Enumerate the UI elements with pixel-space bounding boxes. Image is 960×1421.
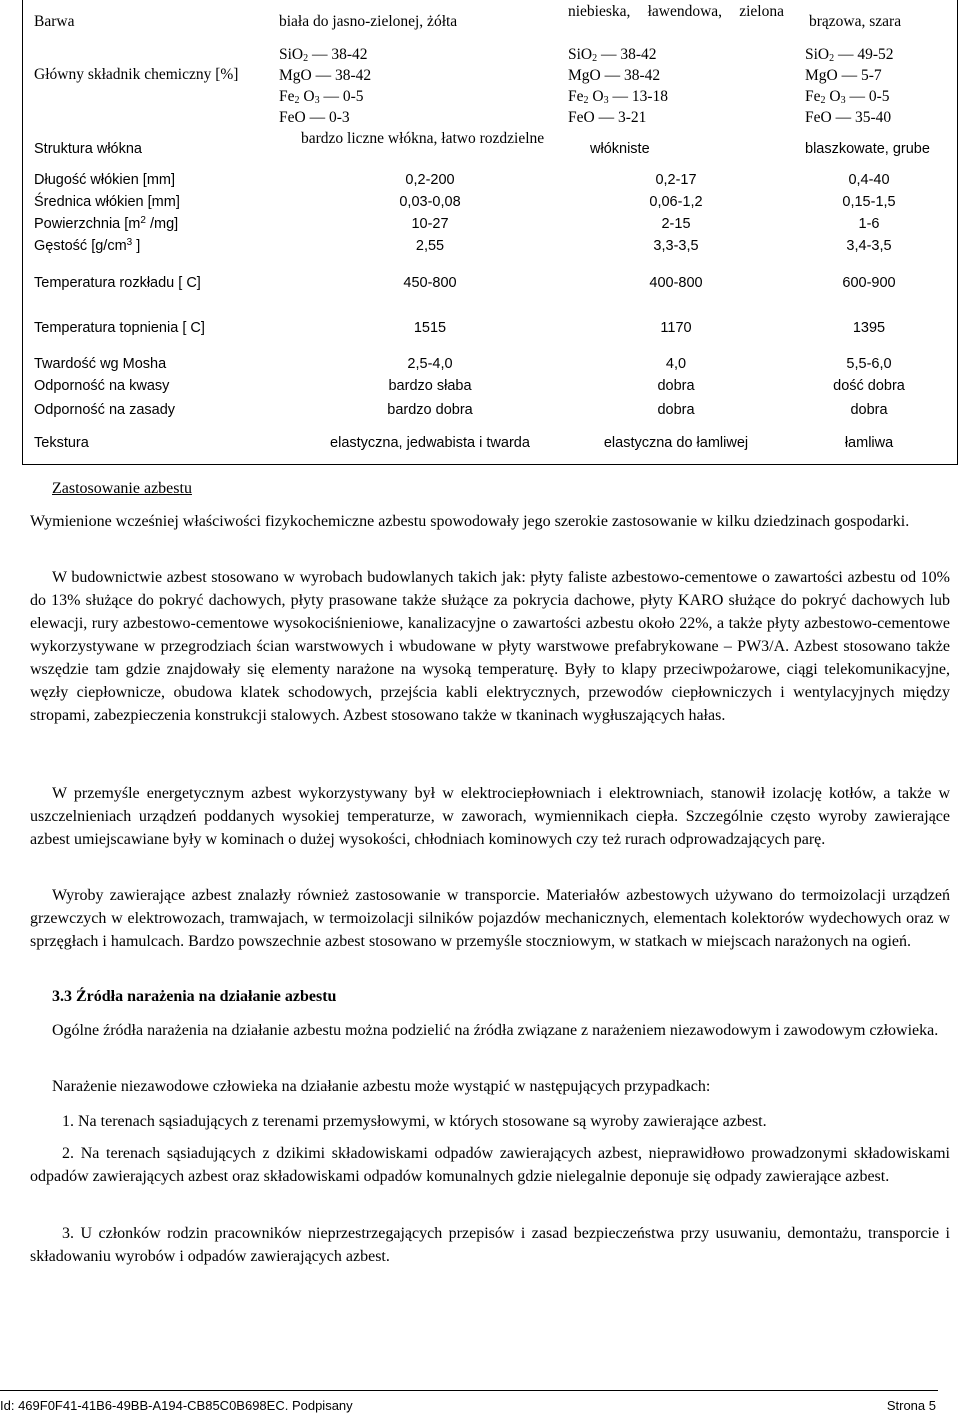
- struktura-chryzotyl: bardzo liczne włókna, łatwo rozdzielne: [301, 130, 545, 147]
- srednica-amozyt: 0,15-1,5: [842, 194, 896, 210]
- row-label-rozklad: Temperatura rozkładu [ C]: [34, 275, 201, 291]
- kwasy-chryzotyl: bardzo słaba: [388, 378, 472, 394]
- zasady-chryzotyl: bardzo dobra: [387, 402, 473, 418]
- tekstura-chryzotyl: elastyczna, jedwabista i twarda: [330, 435, 530, 451]
- rozklad-krokidolit: 400-800: [649, 275, 703, 291]
- list-item-1: 1. Na terenach sąsiadujących z terenami przemysłowymi, w których stosowane są wyroby zawierające azbest.: [62, 1113, 767, 1130]
- barwa-krokidolit: niebieska, ławendowa, zielona: [568, 3, 784, 20]
- sklad-krokidolit-fe2o3: $Fe_2$ $O_3$ — 13-18: [568, 88, 668, 106]
- sklad-chryzotyl: [279, 44, 371, 128]
- struktura-krokidolit: włókniste: [590, 141, 650, 157]
- list-item-3: 3. U członków rodzin pracowników nieprzestrzegających przepisów i zasad bezpieczeństwa przy usuwaniu, demontażu, transporcie i składowaniu wyrobów i odpadów zawierających azbest.: [30, 1225, 950, 1265]
- row-label-tekstura: Tekstura: [34, 435, 89, 451]
- row-label-struktura: Struktura włókna: [34, 141, 142, 157]
- row-label-zasady: Odporność na zasady: [34, 402, 176, 418]
- kwasy-amozyt: dość dobra: [833, 378, 905, 394]
- topnienie-chryzotyl: 1515: [413, 320, 447, 336]
- rozklad-chryzotyl: 450-800: [403, 275, 457, 291]
- row-label-dlugosc: Długość włókien [mm]: [34, 172, 176, 188]
- document-id: Id: 469F0F41-41B6-49BB-A194-CB85C0B698EC. Podpisany: [0, 1398, 353, 1413]
- sklad-amozyt-fe2o3: $Fe_2$ $O_3$ — 0-5: [805, 88, 890, 106]
- paragraph-zrodla: Ogólne źródła narażenia na działanie azbestu można podzielić na źródła związane z narażeniem niezawodowym i zawodowym człowieka.: [52, 1022, 939, 1039]
- sklad-chryzotyl-mgo: MgO — 38-42: [279, 67, 372, 84]
- paragraph-intro: Wymienione wcześniej właściwości fizykochemiczne azbestu spowodowały jego szerokie zastosowanie w kilku dziedzinach gospodarki.: [30, 513, 910, 530]
- gestosc-chryzotyl: 2,55: [415, 238, 445, 254]
- section-title: Zastosowanie azbestu: [52, 480, 192, 497]
- powierzchnia-chryzotyl: 10-27: [411, 216, 449, 232]
- properties-table: [22, 0, 958, 465]
- paragraph-transport: Wyroby zawierające azbest znalazły również zastosowanie w transporcie. Materiałów azbestowych używano do termoizolacji urządzeń grzewczych w elektrowozach, tramwajach, w termoizolacji silników pojazdów mechanicznych, elementach kolektorów wydechowych oraz w sprzęgłach i hamulcach. Bardzo powszechnie azbest stosowano w przemyśle stoczniowym, w statkach w miejscach narażonych na ogień.: [30, 887, 950, 950]
- row-label-twardosc: Twardość wg Mosha: [34, 356, 167, 372]
- row-label-topnienie: Temperatura topnienia [ C]: [34, 320, 205, 336]
- twardosc-krokidolit: 4,0: [665, 356, 687, 372]
- sklad-chryzotyl-feo: FeO — 0-3: [279, 109, 350, 126]
- row-label-powierzchnia: Powierzchnia [$m^2$ /mg]: [34, 215, 179, 232]
- sklad-amozyt-sio2: SiO$_2$ — 49-52: [805, 46, 894, 64]
- row-label-sklad: Główny składnik chemiczny [%]: [34, 66, 239, 83]
- sklad-krokidolit-mgo: MgO — 38-42: [568, 67, 661, 84]
- tekstura-amozyt: łamliwa: [844, 435, 894, 451]
- barwa-chryzotyl: biała do jasno-zielonej, żółta: [279, 13, 458, 30]
- struktura-amozyt: blaszkowate, grube: [805, 141, 930, 157]
- powierzchnia-krokidolit: 2-15: [661, 216, 691, 232]
- srednica-chryzotyl: 0,03-0,08: [399, 194, 461, 210]
- page-footer: [0, 1390, 938, 1413]
- sklad-amozyt-feo: FeO — 35-40: [805, 109, 892, 126]
- powierzchnia-amozyt: 1-6: [858, 216, 880, 232]
- topnienie-krokidolit: 1170: [660, 320, 692, 336]
- topnienie-amozyt: 1395: [852, 320, 886, 336]
- rozklad-amozyt: 600-900: [842, 275, 896, 291]
- sklad-krokidolit: [568, 44, 668, 128]
- row-label-barwa: Barwa: [34, 13, 75, 30]
- barwa-amozyt: brązowa, szara: [809, 13, 902, 30]
- sklad-chryzotyl-fe2o3: $Fe_2$ $O_3$ — 0-5: [279, 88, 364, 106]
- sklad-krokidolit-feo: FeO — 3-21: [568, 109, 647, 126]
- paragraph-budownictwo: W budownictwie azbest stosowano w wyrobach budowlanych takich jak: płyty faliste azbestowo-cementowe o zawartości azbestu od 10% do 13% służące do pokryć dachowych, płyty prasowane także służące za pokrycia dachowe, płyty KARO służące do pokryć dachowych lub elewacji, rury azbestowo-cementowe wysokociśnieniowe, kanalizacyjne o zawartości azbestu około 22%, a także płyty azbestowo-cementowe wykorzystywane w przegrodziach ścian warstwowych i wbudowane w płyty warstwowe prefabrykowane – PW3/A. Azbest stosowano także wszędzie tam gdzie znajdowały się elementy narażone na wysoką temperaturę. Były to klapy przeciwpożarowe, ciągi telekomunikacyjne, węzły ciepłownicze, obudowa klatek schodowych, przejścia kabli elektrycznych, przewodów ciepłowniczych i wentylacyjnych między stropami, zabezpieczenia konstrukcji stalowych. Azbest stosowano także w tkaninach wygłuszających hałas.: [30, 569, 950, 724]
- twardosc-chryzotyl: 2,5-4,0: [407, 356, 453, 372]
- paragraph-niezawodowe: Narażenie niezawodowe człowieka na działanie azbestu może wystąpić w następujących przypadkach:: [52, 1078, 711, 1095]
- sklad-amozyt: [805, 44, 894, 128]
- paragraph-energetyka: W przemyśle energetycznym azbest wykorzystywany był w elektrociepłowniach i elektrowniach, stanowił izolację kotłów, a także w uszczelnieniach urządzeń poddanych wysokiej temperaturze, w zaworach, wymiennikach ciepła. Szczególnie często wyroby zawierające azbest umiejscawiane były w kominach o dużej wysokości, chłodniach kominowych czy też rurach odprowadzających parę.: [30, 785, 950, 848]
- row-label-gestosc: Gęstość [$g/cm^3$ ]: [34, 237, 141, 254]
- gestosc-krokidolit: 3,3-3,5: [653, 238, 699, 254]
- zasady-amozyt: dobra: [850, 402, 888, 418]
- tekstura-krokidolit: elastyczna do łamliwej: [603, 435, 749, 451]
- dlugosc-krokidolit: 0,2-17: [655, 172, 697, 188]
- dlugosc-chryzotyl: 0,2-200: [405, 172, 455, 188]
- row-label-srednica: Średnica włókien [mm]: [34, 194, 180, 210]
- sklad-amozyt-mgo: MgO — 5-7: [805, 67, 882, 84]
- list-item-2: 2. Na terenach sąsiadujących z dzikimi składowiskami odpadów zawierających azbest, nieprawidłowo prowadzonymi składowiskami odpadów zawierających azbest oraz składowiskami odpadów komunalnych gdzie nielegalnie deponuje się odpady zawierające azbest.: [30, 1145, 950, 1185]
- srednica-krokidolit: 0,06-1,2: [649, 194, 703, 210]
- row-label-kwasy: Odporność na kwasy: [34, 378, 170, 394]
- sklad-krokidolit-sio2: SiO$_2$ — 38-42: [568, 46, 657, 64]
- dlugosc-amozyt: 0,4-40: [848, 172, 890, 188]
- zasady-krokidolit: dobra: [657, 402, 695, 418]
- twardosc-amozyt: 5,5-6,0: [846, 356, 892, 372]
- gestosc-amozyt: 3,4-3,5: [846, 238, 892, 254]
- kwasy-krokidolit: dobra: [657, 378, 695, 394]
- page-number: Strona 5: [886, 1398, 936, 1413]
- sklad-chryzotyl-sio2: SiO$_2$ — 38-42: [279, 46, 368, 64]
- section-heading: 3.3 Źródła narażenia na działanie azbestu: [52, 988, 337, 1005]
